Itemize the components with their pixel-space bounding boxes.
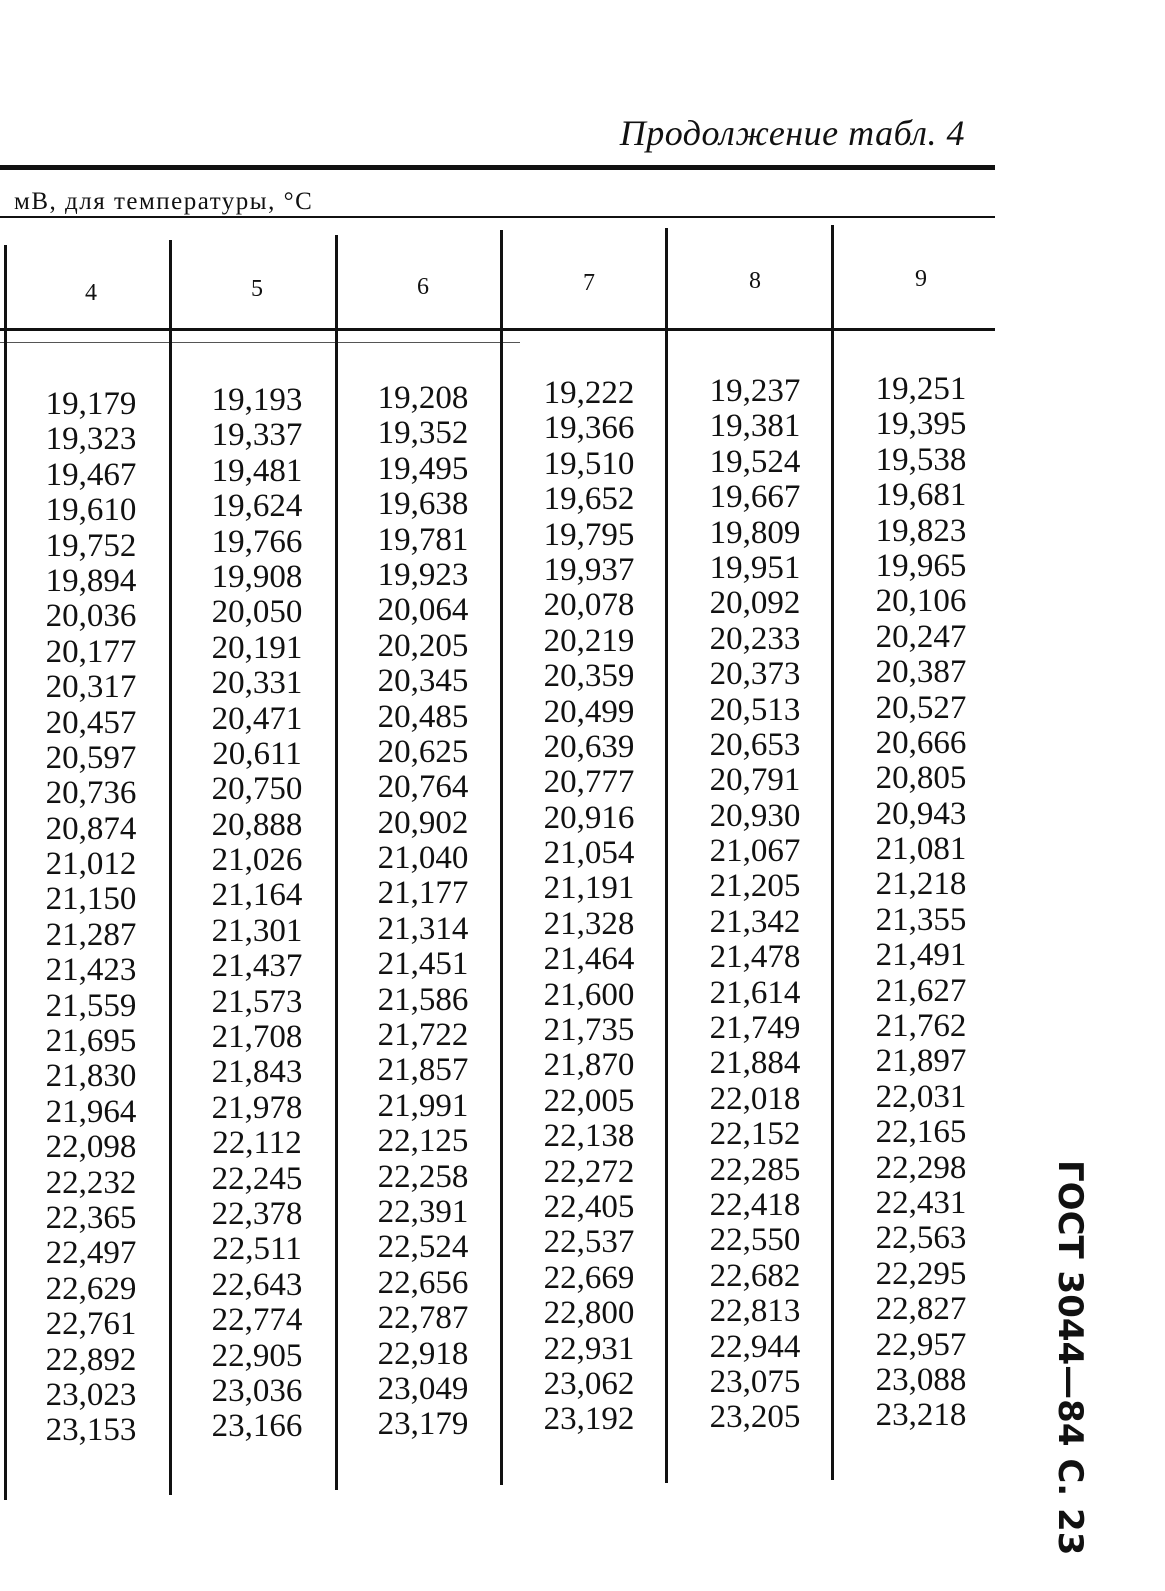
table-cell: 23,205 xyxy=(709,1399,801,1436)
table-cell: 20,359 xyxy=(543,658,635,695)
table-cell: 22,138 xyxy=(543,1118,635,1155)
table-cell: 19,495 xyxy=(377,450,469,487)
table-cell: 23,075 xyxy=(709,1363,801,1400)
top-rule xyxy=(0,165,995,170)
table-cell: 20,485 xyxy=(377,698,469,735)
table-cell: 20,247 xyxy=(875,618,967,655)
table-cell: 22,944 xyxy=(709,1328,801,1365)
table-cell: 22,272 xyxy=(543,1153,635,1190)
page-side-label: ГОСТ 3044—84 С. 23 xyxy=(1050,1160,1090,1556)
table-cell: 22,524 xyxy=(377,1229,469,1266)
table-cell: 22,112 xyxy=(212,1125,302,1162)
table-cell: 21,627 xyxy=(875,972,967,1009)
table-cell: 21,287 xyxy=(45,916,137,953)
table-cell: 20,499 xyxy=(543,693,635,730)
table-cell: 20,666 xyxy=(875,724,967,761)
table-cell: 21,314 xyxy=(377,910,469,947)
table-cell: 19,823 xyxy=(875,512,967,549)
table-cell: 20,205 xyxy=(377,627,469,664)
table-cell: 19,667 xyxy=(709,479,801,516)
table-cell: 21,857 xyxy=(377,1052,469,1089)
column-values xyxy=(340,381,506,1443)
table-subtitle: мВ, для температуры, °С xyxy=(14,188,314,215)
table-cell: 19,894 xyxy=(45,562,137,599)
table-cell: 21,884 xyxy=(709,1045,801,1082)
table-cell: 20,805 xyxy=(875,760,967,797)
table-cell: 23,088 xyxy=(875,1361,967,1398)
table-cell: 21,355 xyxy=(875,901,967,938)
table-cell: 22,682 xyxy=(709,1257,801,1294)
table-cell: 22,005 xyxy=(543,1082,635,1119)
table-cell: 21,843 xyxy=(211,1054,303,1091)
table-cell: 23,166 xyxy=(211,1408,303,1445)
table-cell: 20,764 xyxy=(377,769,469,806)
table-cell: 22,629 xyxy=(45,1270,137,1307)
column-values xyxy=(672,374,838,1436)
table-cell: 22,298 xyxy=(875,1149,967,1186)
column-divider xyxy=(4,245,7,1500)
table-cell: 22,774 xyxy=(211,1302,303,1339)
table-cell: 20,597 xyxy=(45,739,137,776)
table-cell: 19,766 xyxy=(211,523,303,560)
table-cell: 21,205 xyxy=(709,868,801,905)
table-cell: 22,391 xyxy=(377,1193,469,1230)
table-cell: 20,387 xyxy=(875,654,967,691)
table-cell: 22,787 xyxy=(377,1300,469,1337)
header-bottom-rule-2 xyxy=(0,342,520,343)
table-cell: 21,964 xyxy=(45,1093,137,1130)
table-cell: 20,345 xyxy=(377,663,469,700)
table-continuation-title: Продолжение табл. 4 xyxy=(619,113,965,153)
table-cell: 21,762 xyxy=(875,1008,967,1045)
table-cell: 21,301 xyxy=(211,912,303,949)
table-cell: 22,378 xyxy=(211,1195,303,1232)
table-cell: 22,418 xyxy=(709,1186,801,1223)
table-cell: 20,916 xyxy=(543,799,635,836)
table-cell: 21,559 xyxy=(45,987,137,1024)
table-cell: 21,040 xyxy=(377,840,469,877)
table-cell: 23,062 xyxy=(543,1365,635,1402)
table-cell: 19,352 xyxy=(377,415,469,452)
table-cell: 22,431 xyxy=(875,1184,967,1221)
table-cell: 20,036 xyxy=(45,598,137,635)
table-cell: 22,827 xyxy=(875,1291,967,1328)
table-cell: 21,573 xyxy=(211,983,303,1020)
table-cell: 20,457 xyxy=(45,704,137,741)
table-cell: 22,656 xyxy=(377,1264,469,1301)
table-cell: 22,285 xyxy=(709,1151,801,1188)
table-cell: 23,023 xyxy=(45,1376,137,1413)
table-cell: 21,991 xyxy=(377,1087,469,1124)
table-cell: 21,054 xyxy=(543,835,635,872)
column-header: 9 xyxy=(915,266,927,292)
table-cell: 20,219 xyxy=(543,622,635,659)
table-cell: 19,323 xyxy=(45,421,137,458)
table-cell: 21,464 xyxy=(543,941,635,978)
table-cell: 19,781 xyxy=(377,521,469,558)
table-cell: 22,125 xyxy=(377,1123,469,1160)
table-cell: 22,405 xyxy=(543,1188,635,1225)
table-cell: 21,067 xyxy=(709,833,801,870)
table-cell: 19,795 xyxy=(543,516,635,553)
table-cell: 21,491 xyxy=(875,937,967,974)
table-cell: 21,451 xyxy=(377,946,469,983)
table-cell: 22,511 xyxy=(212,1231,302,1268)
table-cell: 19,681 xyxy=(875,477,967,514)
column-values xyxy=(506,376,672,1438)
table-cell: 19,337 xyxy=(211,417,303,454)
column-header: 5 xyxy=(251,276,263,302)
table-cell: 21,600 xyxy=(543,976,635,1013)
table-cell: 22,813 xyxy=(709,1293,801,1330)
table-cell: 20,373 xyxy=(709,656,801,693)
table-cell: 22,365 xyxy=(45,1199,137,1236)
table-cell: 21,081 xyxy=(875,831,967,868)
table-cell: 19,208 xyxy=(377,380,469,416)
table-cell: 23,049 xyxy=(377,1370,469,1407)
table-cell: 20,653 xyxy=(709,726,801,763)
table-cell: 19,610 xyxy=(45,492,137,529)
table-cell: 20,527 xyxy=(875,689,967,726)
table-cell: 21,026 xyxy=(211,842,303,879)
table-cell: 19,923 xyxy=(377,556,469,593)
table-cell: 19,467 xyxy=(45,456,137,493)
table-cell: 20,639 xyxy=(543,728,635,765)
table-cell: 21,164 xyxy=(211,877,303,914)
table-cell: 19,908 xyxy=(211,558,303,595)
table-cell: 22,245 xyxy=(211,1160,303,1197)
table-cell: 20,177 xyxy=(45,633,137,670)
table-cell: 20,943 xyxy=(875,795,967,832)
table-cell: 21,328 xyxy=(543,905,635,942)
table-cell: 22,550 xyxy=(709,1222,801,1259)
table-cell: 19,951 xyxy=(709,549,801,586)
table-cell: 22,643 xyxy=(211,1266,303,1303)
table-cell: 19,381 xyxy=(709,408,801,445)
table-cell: 23,218 xyxy=(875,1397,967,1434)
table-cell: 22,761 xyxy=(45,1306,137,1343)
table-cell: 22,232 xyxy=(45,1164,137,1201)
table-cell: 20,471 xyxy=(211,700,303,737)
table-cell: 21,437 xyxy=(211,948,303,985)
table-cell: 21,423 xyxy=(45,952,137,989)
table-cell: 22,537 xyxy=(543,1224,635,1261)
table-cell: 21,150 xyxy=(45,881,137,918)
table-cell: 22,918 xyxy=(377,1335,469,1372)
table-cell: 22,031 xyxy=(875,1078,967,1115)
table-cell: 21,012 xyxy=(45,846,137,883)
table-cell: 20,625 xyxy=(377,733,469,770)
table-cell: 20,233 xyxy=(709,620,801,657)
table-cell: 22,905 xyxy=(211,1337,303,1374)
table-cell: 19,624 xyxy=(211,488,303,525)
table-cell: 22,892 xyxy=(45,1341,137,1378)
table-cell: 20,050 xyxy=(211,594,303,631)
table-cell: 21,722 xyxy=(377,1017,469,1054)
table-cell: 22,563 xyxy=(875,1220,967,1257)
header-bottom-rule xyxy=(0,328,995,331)
table-cell: 19,510 xyxy=(543,445,635,482)
table-cell: 19,237 xyxy=(709,373,801,409)
table-cell: 19,538 xyxy=(875,441,967,478)
column-header: 4 xyxy=(85,280,97,306)
table-cell: 19,809 xyxy=(709,514,801,551)
table-cell: 23,179 xyxy=(377,1406,469,1443)
column-values xyxy=(174,383,340,1445)
table-cell: 22,152 xyxy=(709,1116,801,1153)
column-values xyxy=(8,387,174,1449)
table-cell: 22,018 xyxy=(709,1080,801,1117)
table-cell: 20,888 xyxy=(211,806,303,843)
table-cell: 19,752 xyxy=(45,527,137,564)
column-header: 6 xyxy=(417,274,429,300)
table-cell: 21,735 xyxy=(543,1012,635,1049)
table-cell: 19,251 xyxy=(875,371,967,407)
table-cell: 20,874 xyxy=(45,810,137,847)
table-cell: 21,830 xyxy=(45,1058,137,1095)
table-cell: 22,258 xyxy=(377,1158,469,1195)
table-cell: 21,586 xyxy=(377,981,469,1018)
table-cell: 22,669 xyxy=(543,1259,635,1296)
table-cell: 21,478 xyxy=(709,939,801,976)
table-cell: 20,611 xyxy=(212,735,302,772)
table-cell: 19,366 xyxy=(543,410,635,447)
table-cell: 20,777 xyxy=(543,764,635,801)
table-cell: 21,978 xyxy=(211,1089,303,1126)
table-cell: 19,395 xyxy=(875,406,967,443)
table-cell: 19,222 xyxy=(543,375,635,411)
table-cell: 23,153 xyxy=(45,1412,137,1449)
table-cell: 21,191 xyxy=(543,870,635,907)
table-cell: 22,295 xyxy=(875,1255,967,1292)
table-cell: 21,614 xyxy=(709,974,801,1011)
table-cell: 20,513 xyxy=(709,691,801,728)
table-cell: 20,736 xyxy=(45,775,137,812)
column-header: 8 xyxy=(749,268,761,294)
table-cell: 22,098 xyxy=(45,1129,137,1166)
table-cell: 21,695 xyxy=(45,1023,137,1060)
table-cell: 20,750 xyxy=(211,771,303,808)
table-cell: 23,036 xyxy=(211,1372,303,1409)
table-cell: 22,957 xyxy=(875,1326,967,1363)
table-cell: 21,708 xyxy=(211,1019,303,1056)
table-cell: 20,078 xyxy=(543,587,635,624)
table-cell: 20,902 xyxy=(377,804,469,841)
table-cell: 20,064 xyxy=(377,592,469,629)
table-cell: 20,791 xyxy=(709,762,801,799)
table-cell: 19,937 xyxy=(543,551,635,588)
subtitle-rule xyxy=(0,216,995,218)
table-cell: 20,106 xyxy=(875,583,967,620)
table-cell: 19,524 xyxy=(709,443,801,480)
table-cell: 19,638 xyxy=(377,486,469,523)
table-cell: 20,191 xyxy=(211,629,303,666)
table-cell: 20,930 xyxy=(709,797,801,834)
table-cell: 22,497 xyxy=(45,1235,137,1272)
table-cell: 21,342 xyxy=(709,903,801,940)
table-cell: 21,177 xyxy=(377,875,469,912)
table-cell: 19,481 xyxy=(211,452,303,489)
table-cell: 19,965 xyxy=(875,547,967,584)
table-cell: 21,218 xyxy=(875,866,967,903)
table-cell: 22,165 xyxy=(875,1114,967,1151)
table-cell: 21,897 xyxy=(875,1043,967,1080)
column-header: 7 xyxy=(583,270,595,296)
table-cell: 21,870 xyxy=(543,1047,635,1084)
column-values xyxy=(838,372,1004,1434)
table-cell: 19,193 xyxy=(211,382,303,418)
table-cell: 23,192 xyxy=(543,1401,635,1438)
table-cell: 20,092 xyxy=(709,585,801,622)
table-cell: 19,652 xyxy=(543,481,635,518)
table-cell: 20,317 xyxy=(45,669,137,706)
table-cell: 21,749 xyxy=(709,1010,801,1047)
table-cell: 22,931 xyxy=(543,1330,635,1367)
table-cell: 22,800 xyxy=(543,1295,635,1332)
table-cell: 20,331 xyxy=(211,665,303,702)
table-cell: 19,179 xyxy=(45,386,137,422)
